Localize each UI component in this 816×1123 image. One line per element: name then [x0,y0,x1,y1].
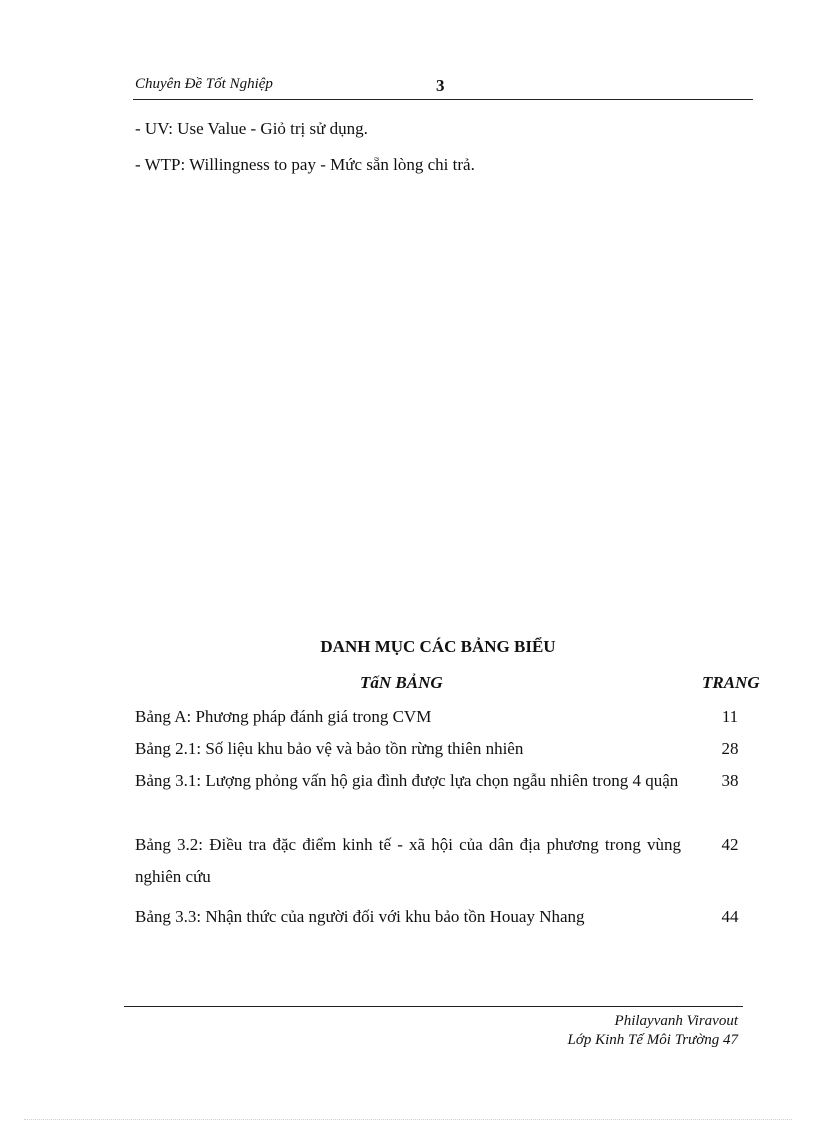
table-list-item-page: 28 [721,739,739,758]
table-list-item-page: 42 [721,835,739,854]
table-list-item-page: 44 [721,907,739,926]
page-bottom-border [24,1119,792,1120]
column-header-page: TRANG [702,673,760,692]
table-list-item: Bảng 3.2: Điều tra đặc điểm kinh tế - xã hội của dân địa phương trong vùng nghiên cứu [135,835,681,886]
abbreviation-wtp: - WTP: Willingness to pay - Mức sẵn lòng chi trả. [135,155,475,174]
abbreviation-uv: - UV: Use Value - Giỏ trị sử dụng. [135,119,368,138]
table-list-item-page: 11 [721,707,739,726]
header-title: Chuyên Đề Tốt Nghiệp [135,76,273,92]
column-header-name: TấN BẢNG [360,673,443,692]
footer-divider [124,1006,743,1007]
table-list-item: Bảng A: Phương pháp đánh giá trong CVM [135,707,432,726]
table-list-item: Bảng 3.3: Nhận thức của người đối với khu bảo tồn Houay Nhang [135,907,585,926]
footer-class: Lớp Kinh Tế Môi Trường 47 [567,1032,738,1048]
table-list-item: Bảng 3.1: Lượng phỏng vấn hộ gia đình được lựa chọn ngẫu nhiên trong 4 quận [135,771,679,790]
footer-author: Philayvanh Viravout [614,1013,738,1029]
table-list-item: Bảng 2.1: Số liệu khu bảo vệ và bảo tồn rừng thiên nhiên [135,739,524,758]
page-number: 3 [436,76,445,95]
table-list-title: DANH MỤC CÁC BẢNG BIỂU [320,637,556,656]
table-list-item-page: 38 [721,771,739,790]
header-divider [133,99,753,100]
